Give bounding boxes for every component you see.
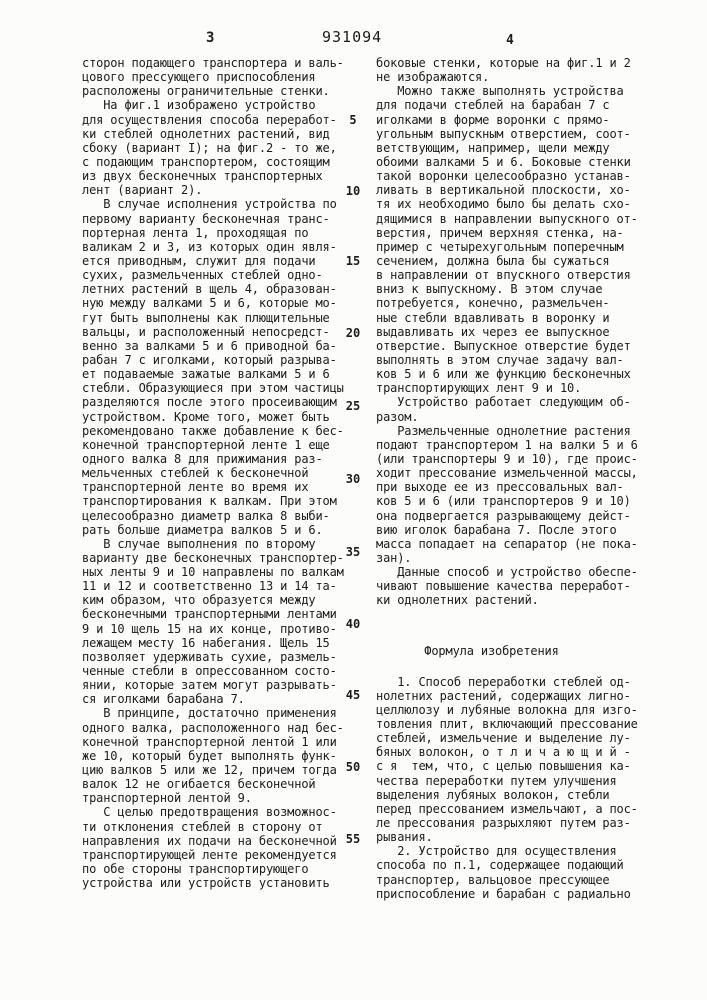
text-line: летних растений в щель 4, образован- [82, 282, 337, 297]
text-line: позволяет удерживать сухие, размель- [82, 649, 337, 664]
text-line: лежащем месту 16 набегания. Щель 15 [82, 635, 330, 650]
text-line: не изображаются. [376, 70, 490, 85]
text-line: обоими валками 5 и 6. Боковые стенки [376, 154, 631, 169]
gutter-line-number: 45 [345, 688, 361, 702]
text-line: для подачи стеблей на барабан 7 с [376, 98, 610, 113]
text-line: устройством. Кроме того, может быть [82, 409, 330, 424]
text-line: дящимися в направлении выпускного от- [376, 211, 638, 226]
text-line: гут быть выполнены как плющительные [82, 310, 330, 325]
text-line: товления плит, включающий прессование [376, 717, 638, 732]
text-line: угольным выпускным отверстием, соот- [376, 126, 631, 141]
text-line: способа по п.1, содержащее подающий [376, 858, 624, 873]
text-line: чества переработки путем улучшения [376, 773, 617, 788]
gutter-line-number: 10 [345, 184, 361, 198]
text-line: вниз к выпускному. В этом случае [376, 282, 603, 297]
text-line: целлюлозу и лубяные волокна для изго- [376, 702, 638, 717]
text-line: Данные способ и устройство обеспе- [376, 565, 638, 580]
spacer [376, 607, 652, 644]
text-line: ветствующим, например, щели между [376, 140, 610, 155]
text-line: транспортирующей ленте рекомендуется [82, 847, 337, 862]
gutter-line-number: 55 [345, 832, 361, 846]
text-line: подают транспортером 1 на валки 5 и 6 [376, 437, 638, 452]
right-column-claims [376, 675, 652, 901]
text-line: 11 и 12 и соответственно 13 и 14 та- [82, 579, 337, 594]
text-line: ную между валками 5 и 6, которые мо- [82, 296, 337, 311]
text-line: Размельченные однолетние растения [376, 423, 631, 438]
text-line: варианту две бесконечных транспортер- [82, 550, 344, 565]
gutter-line-number: 35 [345, 545, 361, 559]
text-line: конечной транспортерной ленте 1 еще [82, 437, 330, 452]
text-line: она подвергается разрывающему дейст- [376, 508, 631, 523]
text-line: первому варианту бесконечная транс- [82, 211, 330, 226]
text-line: транспортирования к валкам. При этом [82, 494, 337, 509]
text-line: ет подаваемые зажатые валками 5 и 6 [82, 367, 330, 382]
right-page-number: 4 [506, 33, 514, 48]
text-line: валикам 2 и 3, из которых один явля- [82, 239, 337, 254]
gutter-line-number: 25 [345, 399, 361, 413]
text-line: ким образом, что образуется между [82, 593, 316, 608]
text-line: бяных волокон, о т л и ч а ю щ и й - [376, 745, 631, 760]
left-column [82, 56, 358, 890]
text-line: зан). [376, 550, 412, 565]
text-line: сечением, должна была бы сужаться [376, 253, 610, 268]
text-line: В принципе, достаточно применения [82, 706, 337, 721]
patent-number: 931094 [322, 28, 383, 46]
text-line: лент (вариант 2). [82, 183, 203, 198]
right-column-body-top [376, 56, 652, 607]
text-line: ле прессования разрыхляют путем раз- [376, 816, 631, 831]
text-line: отверстие. Выпускное отверстие будет [376, 338, 631, 353]
text-line: рекомендовано также добавление к бес- [82, 423, 344, 438]
text-line: Можно также выполнять устройства [376, 84, 624, 99]
text-line: цию валков 5 или же 12, причем тогда [82, 763, 337, 778]
gutter-line-number: 5 [349, 113, 357, 127]
text-line: ков 5 и 6 (или транспортеров 9 и 10) [376, 494, 631, 509]
text-line: же 10, который будет выполнять функ- [82, 748, 337, 763]
text-line: валок 12 не огибается бесконечной [82, 777, 316, 792]
text-line: перед прессованием измельчают, а пос- [376, 801, 638, 816]
gutter-line-number: 30 [345, 472, 361, 486]
text-line: при выходе ее из прессовальных вал- [376, 480, 624, 495]
text-line: тя их необходимо было бы делать схо- [376, 197, 631, 212]
text-line: пример с четырехугольным поперечным [376, 239, 624, 254]
text-line: целесообразно диаметр валка 8 выби- [82, 508, 330, 523]
text-line: иголками в форме воронки с прямо- [376, 112, 610, 127]
text-line: ченные стебли в опрессованном состо- [82, 664, 337, 679]
text-line: направления их подачи на бесконечной [82, 833, 337, 848]
text-line: выделения лубяных волокон, стебли [376, 787, 610, 802]
text-line: с я тем, что, с целью повышения ка- [376, 759, 631, 774]
text-line: сбоку (вариант I); на фиг.2 - то же, [82, 140, 337, 155]
text-line: для осуществления способа переработ- [82, 112, 337, 127]
text-line: ется приводным, служит для подачи [82, 253, 316, 268]
text-line: рывания. [376, 830, 433, 845]
text-line: (или транспортеры 9 и 10), где проис- [376, 451, 638, 466]
text-line: разделяются после этого просеивающим [82, 395, 337, 410]
text-line: 1. Способ переработки стеблей од- [376, 674, 631, 689]
text-line: ти отклонения стеблей в сторону от [82, 819, 323, 834]
gutter-line-number: 50 [345, 760, 361, 774]
text-line: ные стебли вдавливать в воронку и [376, 310, 610, 325]
text-line: ки однолетних растений. [376, 593, 539, 608]
gutter-line-number: 15 [345, 254, 361, 268]
text-line: сухих, размельченных стеблей одно- [82, 268, 323, 283]
text-line: Устройство работает следующим об- [376, 395, 631, 410]
text-line: по обе стороны транспортирующего [82, 862, 309, 877]
text-line: устройства или устройств установить [82, 876, 330, 891]
text-line: портерная лента 1, проходящая по [82, 225, 309, 240]
text-line: приспособление и барабан с радиально [376, 886, 631, 901]
text-line: В случае исполнения устройства по [82, 197, 337, 212]
claims-heading: Формула изобретения [424, 644, 559, 659]
text-line: одного валка, расположенного над бес- [82, 720, 344, 735]
text-line: венно за валками 5 и 6 приводной ба- [82, 338, 337, 353]
text-line: в направлении от впускного отверстия [376, 268, 631, 283]
text-line: расположены ограничительные стенки. [82, 84, 330, 99]
text-line: конечной транспортерной лентой 1 или [82, 734, 337, 749]
text-line: с подающим транспортером, состоящим [82, 154, 330, 169]
text-line: ки стеблей однолетних растений, вид [82, 126, 330, 141]
right-column [376, 56, 652, 901]
text-line: 2. Устройство для осуществления [376, 844, 617, 859]
text-line: транспортерной лентой 9. [82, 791, 252, 806]
text-line: транспортерной ленте во время их [82, 480, 309, 495]
text-line: цового прессующего приспособления [82, 70, 316, 85]
text-line: ходит прессование измельченной массы, [376, 466, 638, 481]
text-line: ных ленты 9 и 10 направлены по валкам [82, 565, 344, 580]
text-line: стеблей, измельчение и выделение лу- [376, 731, 631, 746]
text-line: рабан 7 с иголками, который разрыва- [82, 352, 337, 367]
text-line: мельченных стеблей к бесконечной [82, 466, 309, 481]
text-line: вию иголок барабана 7. После этого [376, 522, 617, 537]
text-line: стебли. Образующиеся при этом частицы [82, 381, 344, 396]
text-line: На фиг.1 изображено устройство [82, 98, 316, 113]
text-line: разом. [376, 409, 419, 424]
gutter-line-number: 20 [345, 326, 361, 340]
text-line: масса попадает на сепаратор (не пока- [376, 536, 638, 551]
text-line: ков 5 и 6 или же функцию бесконечных [376, 367, 631, 382]
text-line: выдавливать их через ее выпускное [376, 324, 610, 339]
text-line: потребуется, конечно, размельчен- [376, 296, 610, 311]
text-line: янии, которые затем могут разрывать- [82, 678, 337, 693]
text-line: В случае выполнения по второму [82, 536, 316, 551]
text-line: ся иголками барабана 7. [82, 692, 245, 707]
left-page-number: 3 [206, 30, 215, 46]
text-line: выполнять в этом случае задачу вал- [376, 352, 624, 367]
text-line: верстия, причем верхняя стенка, на- [376, 225, 624, 240]
text-line: сторон подающего транспортера и валь- [82, 56, 344, 70]
text-line: такой воронки целесообразно устанав- [376, 169, 631, 184]
text-line: вальцы, и расположенный непосредст- [82, 324, 330, 339]
text-line: ливать в вертикальной плоскости, хо- [376, 183, 631, 198]
text-line: чивают повышение качества переработ- [376, 579, 631, 594]
text-line: рать больше диаметра валков 5 и 6. [82, 522, 323, 537]
text-line: бесконечными транспортерными лентами [82, 607, 337, 622]
text-line: одного валка 8 для прижимания раз- [82, 451, 323, 466]
gutter-line-number: 40 [345, 617, 361, 631]
spacer [376, 659, 652, 675]
text-line: 9 и 10 щель 15 на их конце, противо- [82, 621, 337, 636]
text-line: транспортирующих лент 9 и 10. [376, 381, 582, 396]
text-line: боковые стенки, которые на фиг.1 и 2 [376, 56, 631, 70]
text-line: С целью предотвращения возможнос- [82, 805, 337, 820]
text-line: из двух бесконечных транспортерных [82, 169, 323, 184]
text-line: транспортер, вальцовое прессующее [376, 872, 610, 887]
text-line: нолетних растений, содержащих лигно- [376, 688, 631, 703]
